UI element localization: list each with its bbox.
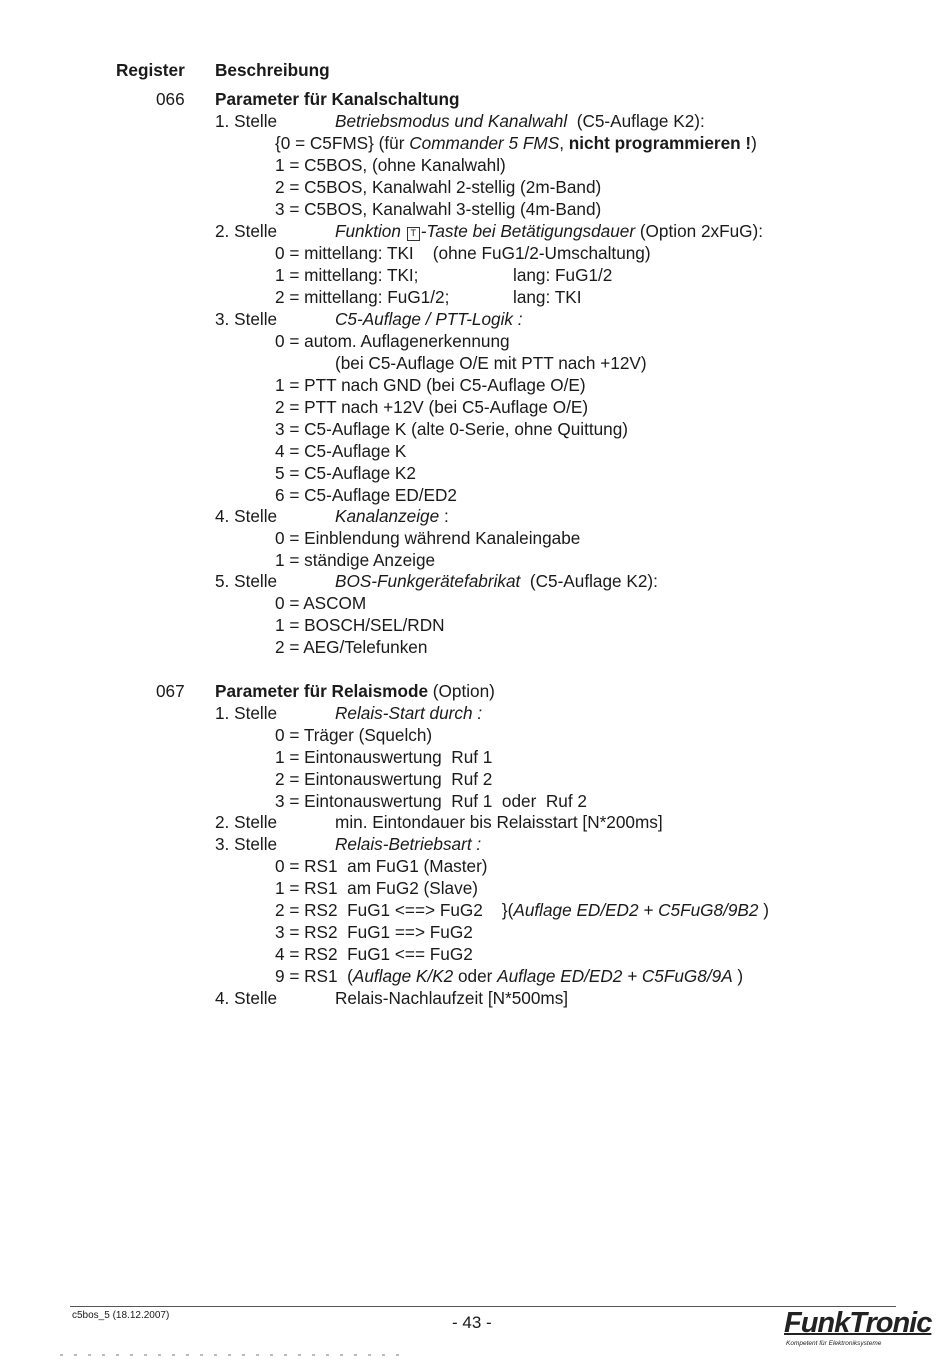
option-text: 2 = mittellang: FuG1/2; — [275, 287, 450, 307]
stelle-description: Kanalanzeige : — [335, 506, 449, 526]
option-text: {0 = C5FMS} (für Commander 5 FMS, nicht programmieren !) — [275, 133, 757, 153]
page-number: - 43 - — [452, 1313, 492, 1332]
column-header-description: Beschreibung — [215, 60, 330, 80]
register-066-title-row — [0, 88, 460, 110]
option-row — [0, 965, 744, 987]
stelle-description: BOS-Funkgerätefabrikat (C5-Auflage K2): — [335, 571, 658, 591]
stelle-description: Relais-Betriebsart : — [335, 834, 482, 854]
stelle-row — [0, 110, 705, 132]
option-text: 4 = C5-Auflage K — [275, 441, 407, 461]
funktronic-logo — [784, 1307, 932, 1350]
option-text-long-press: lang: FuG1/2 — [513, 265, 613, 285]
option-text: 0 = Einblendung während Kanaleingabe — [275, 528, 581, 548]
register-title: Parameter für Relaismode (Option) — [215, 681, 495, 701]
logo-tagline: Kompetent für Elektroniksysteme — [786, 1340, 882, 1347]
option-text: 1 = RS1 am FuG2 (Slave) — [275, 878, 478, 898]
option-text: 6 = C5-Auflage ED/ED2 — [275, 485, 457, 505]
option-row — [0, 264, 613, 286]
document-id: c5bos_5 (18.12.2007) — [72, 1310, 170, 1321]
stelle-label: 2. Stelle — [215, 221, 278, 241]
option-text: 1 = C5BOS, (ohne Kanalwahl) — [275, 155, 506, 175]
option-text: 2 = RS2 FuG1 <==> FuG2 }(Auflage ED/ED2 + C5FuG8/9B2 ) — [275, 900, 769, 920]
stelle-row — [0, 833, 482, 855]
option-text: 3 = Eintonauswertung Ruf 1 oder Ruf 2 — [275, 791, 587, 811]
stelle-label: 2. Stelle — [215, 812, 278, 832]
stelle-description: Funktion T -Taste bei Betätigungsdauer (Option 2xFuG): — [335, 221, 764, 241]
option-text: 2 = AEG/Telefunken — [275, 637, 428, 657]
option-text: 0 = ASCOM — [275, 593, 367, 613]
option-row — [0, 286, 582, 308]
option-text: 1 = mittellang: TKI; — [275, 265, 419, 285]
stelle-description: Betriebsmodus und Kanalwahl (C5-Auflage K2): — [335, 111, 705, 131]
stelle-label: 4. Stelle — [215, 988, 278, 1008]
option-text-long-press: lang: TKI — [513, 287, 582, 307]
scan-artifact — [60, 1354, 410, 1356]
stelle-label: 3. Stelle — [215, 309, 278, 329]
option-row — [0, 899, 769, 921]
stelle-description: Relais-Start durch : — [335, 703, 483, 723]
option-text: 5 = C5-Auflage K2 — [275, 463, 416, 483]
option-text: 2 = C5BOS, Kanalwahl 2-stellig (2m-Band) — [275, 177, 602, 197]
t-key-icon: T — [407, 227, 420, 241]
register-067-title-row — [0, 680, 495, 702]
stelle-label: 4. Stelle — [215, 506, 278, 526]
option-text: 4 = RS2 FuG1 <== FuG2 — [275, 944, 473, 964]
register-number: 066 — [156, 89, 185, 109]
stelle-row — [0, 220, 764, 242]
option-continuation: (bei C5-Auflage O/E mit PTT nach +12V) — [335, 353, 647, 373]
option-text: 3 = C5BOS, Kanalwahl 3-stellig (4m-Band) — [275, 199, 602, 219]
stelle-description: Relais-Nachlaufzeit [N*500ms] — [335, 988, 569, 1008]
option-text: 3 = C5-Auflage K (alte 0-Serie, ohne Quittung) — [275, 419, 629, 439]
stelle-description: min. Eintondauer bis Relaisstart [N*200ms] — [335, 812, 663, 832]
table-header — [0, 59, 330, 81]
stelle-row — [0, 702, 483, 724]
option-text: 3 = RS2 FuG1 ==> FuG2 — [275, 922, 473, 942]
logo-wordmark: FunkTronic — [784, 1307, 932, 1339]
option-row — [0, 132, 757, 154]
option-text: 0 = Träger (Squelch) — [275, 725, 433, 745]
option-text: 1 = Eintonauswertung Ruf 1 — [275, 747, 493, 767]
option-text: 1 = ständige Anzeige — [275, 550, 436, 570]
stelle-label: 1. Stelle — [215, 111, 278, 131]
stelle-label: 3. Stelle — [215, 834, 278, 854]
stelle-label: 1. Stelle — [215, 703, 278, 723]
column-header-register: Register — [116, 60, 185, 80]
stelle-row — [0, 811, 663, 833]
register-number: 067 — [156, 681, 185, 701]
stelle-row — [0, 308, 523, 330]
option-text: 0 = RS1 am FuG1 (Master) — [275, 856, 488, 876]
option-text: 9 = RS1 (Auflage K/K2 oder Auflage ED/ED2 + C5FuG8/9A ) — [275, 966, 744, 986]
option-text: 1 = PTT nach GND (bei C5-Auflage O/E) — [275, 375, 586, 395]
footer-divider — [70, 1306, 896, 1307]
option-text: 1 = BOSCH/SEL/RDN — [275, 615, 445, 635]
stelle-description: C5-Auflage / PTT-Logik : — [335, 309, 523, 329]
register-title: Parameter für Kanalschaltung — [215, 89, 460, 109]
stelle-row — [0, 570, 658, 592]
option-text: 2 = PTT nach +12V (bei C5-Auflage O/E) — [275, 397, 589, 417]
option-text: 2 = Eintonauswertung Ruf 2 — [275, 769, 493, 789]
stelle-label: 5. Stelle — [215, 571, 278, 591]
option-text: 0 = autom. Auflagenerkennung — [275, 331, 510, 351]
stelle-row — [0, 505, 449, 527]
option-text: 0 = mittellang: TKI (ohne FuG1/2-Umschaltung) — [275, 243, 651, 263]
stelle-row — [0, 987, 569, 1009]
